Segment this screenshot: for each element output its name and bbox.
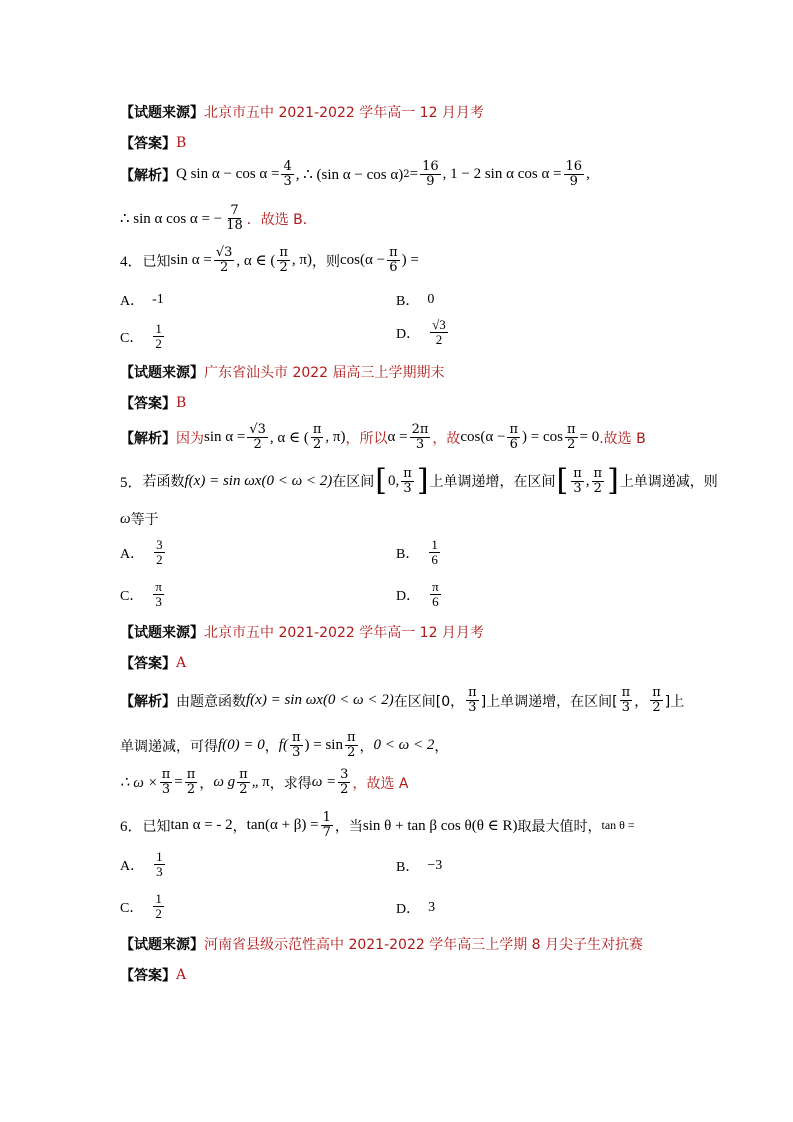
option-a: A． $\frac{3}{2}$: [120, 537, 163, 567]
analysis-text: ，: [434, 738, 449, 755]
math-text: tan(α + β) =: [246, 817, 319, 833]
fraction: $\frac{7}{18}$: [226, 203, 243, 233]
fraction: $\frac{16}{9}$: [422, 159, 439, 189]
answer-value: B: [176, 135, 187, 151]
analysis-text: ，: [264, 738, 279, 755]
math-text: ) =: [401, 252, 419, 268]
answer-value: A: [176, 967, 187, 983]
math-text: tan α = - 2: [170, 817, 233, 833]
fraction: $\frac{\pi}{2}$: [566, 422, 576, 452]
answer-label: 【答案】: [120, 396, 176, 412]
math-text: cos(α −: [340, 252, 386, 268]
fraction: $\frac{\pi}{3}$: [291, 730, 301, 760]
question-5-stem-2: [120, 509, 159, 529]
fraction: $\frac{\pi}{2}$: [593, 465, 603, 496]
stem-text: 在区间: [332, 474, 375, 490]
answer-value: A: [176, 655, 187, 671]
source-text: 北京市五中 2021-2022 学年高一 12 月月考: [204, 625, 484, 641]
math-text: =: [174, 774, 183, 790]
math-text: , α ∈ (: [236, 253, 276, 269]
analysis-text: ]上: [664, 693, 685, 710]
analysis-line: [120, 686, 684, 715]
analysis-label: 【解析】: [120, 693, 176, 710]
analysis-text: 单调递减，可得: [120, 738, 218, 755]
analysis-label: 【解析】: [120, 167, 176, 184]
fraction: $\frac{\pi}{3}$: [573, 465, 582, 496]
math-text: ) = sin: [304, 737, 343, 753]
question-number: 4．: [120, 254, 143, 270]
analysis-line-3: [120, 768, 408, 797]
option-d: D． 3: [396, 900, 436, 917]
math-text: = 0: [579, 429, 600, 445]
stem-text: 已知: [142, 253, 171, 270]
analysis-text: 由题意函数: [176, 693, 246, 710]
math-text: f(: [278, 737, 288, 753]
analysis-text: .故选 B: [599, 430, 646, 447]
math-text: sin θ + tan β cos θ(θ ∈ R): [362, 818, 518, 834]
bracket-icon: [: [375, 463, 388, 498]
fraction: $\frac{3}{2}$: [340, 767, 349, 797]
source-text: 北京市五中 2021-2022 学年高一 12 月月考: [204, 105, 484, 121]
option-c: C． $\frac{1}{2}$: [120, 891, 162, 921]
stem-text: ，则: [312, 253, 340, 270]
fraction: $\frac{\pi}{6}$: [389, 245, 398, 275]
option-c: C． $\frac{\pi}{3}$: [120, 579, 162, 609]
fraction: $\frac{\pi}{2}$: [346, 730, 356, 760]
source-label: 【试题来源】: [120, 105, 204, 121]
math-text: ω =: [311, 774, 337, 790]
answer-label: 【答案】: [120, 656, 176, 672]
answer-line: [120, 133, 186, 153]
analysis-text: ，: [359, 738, 374, 755]
stem-text: ，: [232, 818, 247, 835]
math-text: ∴ sin α cos α = −: [120, 211, 223, 227]
fraction: $\frac{16}{9}$: [565, 159, 583, 189]
math-text: ．故选 B．: [246, 211, 317, 228]
source-line: [120, 102, 484, 122]
analysis-label: 【解析】: [120, 430, 176, 447]
bracket-icon: ]: [607, 463, 619, 498]
option-b: B． $\frac{1}{6}$: [396, 537, 438, 567]
answer-line: [120, 653, 186, 673]
analysis-text: ，: [199, 775, 214, 792]
answer-line: [120, 393, 186, 413]
source-line: [120, 934, 643, 954]
fraction: $\frac{2\pi}{3}$: [411, 422, 429, 452]
math-text: , ∴ (sin α − cos α): [295, 167, 404, 183]
source-label: 【试题来源】: [120, 365, 204, 381]
question-number: 6．: [120, 819, 143, 835]
bracket-icon: [: [556, 463, 569, 498]
option-d: D． $\frac{√3}{2}$: [396, 317, 446, 347]
analysis-text: 因为: [176, 430, 204, 447]
answer-label: 【答案】: [120, 136, 176, 152]
exponent: 2: [403, 169, 410, 180]
fraction: $\frac{√3}{2}$: [215, 245, 233, 275]
analysis-line: [120, 160, 590, 189]
math-text: , π): [291, 252, 312, 268]
stem-text: ，当: [334, 818, 363, 835]
question-5-stem: 5． 若函数 f(x) = sin ωx(0 < ω < 2) 在区间 [ 0, $\frac{\pi}{3}$ ] 上单调递增，在区间 [ $\frac{\pi}{3}$ , $\frac{\pi}{2}$ ] 上单调递减，则: [120, 463, 718, 498]
fraction: $\frac{\pi}{3}$: [403, 465, 412, 496]
option-d: D． $\frac{\pi}{6}$: [396, 579, 439, 609]
analysis-line-2: [120, 204, 317, 233]
source-text: 广东省汕头市 2022 届高三上学期期末: [204, 365, 445, 381]
fraction: $\frac{\pi}{6}$: [509, 422, 518, 452]
analysis-line-2: [120, 731, 448, 760]
fraction: $\frac{\pi}{3}$: [468, 685, 477, 715]
analysis-text: ，故: [432, 430, 461, 447]
math-text: ω: [120, 510, 131, 527]
fraction: $\frac{\pi}{2}$: [279, 245, 288, 275]
stem-text: 若函数: [142, 474, 185, 490]
analysis-text: ，: [634, 693, 649, 710]
math-text: ) = cos: [522, 429, 563, 445]
option-a: A． $\frac{1}{3}$: [120, 849, 163, 879]
option-c: C． $\frac{1}{2}$: [120, 321, 162, 351]
source-line: [120, 362, 445, 382]
math-text: cos(α −: [460, 429, 506, 445]
bracket-icon: ]: [416, 463, 429, 498]
math-text: f(x) = sin ωx(0 < ω < 2): [246, 692, 394, 708]
analysis-text: ，所以: [345, 430, 388, 447]
analysis-text: ，求得: [269, 775, 312, 792]
stem-text: 等于: [130, 512, 159, 528]
math-text: 0 < ω < 2: [373, 737, 435, 753]
source-text: 河南省县级示范性高中 2021-2022 学年高三上学期 8 月尖子生对抗赛: [204, 937, 644, 953]
math-text: sin α =: [170, 252, 212, 268]
option-b: B． −3: [396, 858, 443, 875]
option-a: A． -1: [120, 292, 164, 309]
math-text: , 1 − 2 sin α cos α =: [442, 166, 562, 182]
math-text: ω g: [213, 774, 236, 790]
fraction: $\frac{\pi}{2}$: [239, 767, 248, 797]
math-text: ∴ ω ×: [120, 775, 158, 791]
source-label: 【试题来源】: [120, 937, 204, 953]
math-text: 0,: [388, 472, 400, 489]
fraction: $\frac{\pi}{2}$: [312, 422, 322, 452]
analysis-text: ，故选 A: [352, 775, 409, 792]
question-4-stem: [120, 246, 419, 275]
fraction: $\frac{\pi}{3}$: [621, 685, 631, 715]
math-text: α =: [387, 429, 408, 445]
question-number: 5．: [120, 474, 143, 491]
analysis-text: ]上单调递增，在区间[: [480, 693, 618, 710]
source-label: 【试题来源】: [120, 625, 204, 641]
source-line: [120, 622, 484, 642]
stem-text: 上单调递减，则: [619, 474, 718, 490]
stem-text: 取最大值时，: [517, 818, 602, 835]
math-text: „ π: [251, 774, 270, 790]
fraction: $\frac{√3}{2}$: [249, 422, 266, 452]
fraction: $\frac{4}{3}$: [283, 159, 292, 189]
math-text: , π): [325, 429, 346, 445]
answer-label: 【答案】: [120, 968, 176, 984]
math-text: Q sin α − cos α =: [176, 166, 280, 182]
fraction: $\frac{\pi}{3}$: [161, 767, 171, 797]
math-text: =: [409, 166, 419, 182]
fraction: $\frac{\pi}{2}$: [186, 767, 196, 797]
math-text: f(0) = 0: [218, 737, 265, 753]
stem-text: 已知: [142, 818, 171, 835]
math-text: tan θ =: [601, 818, 635, 832]
stem-text: 上单调递增，在区间: [429, 474, 556, 490]
math-text: ,: [586, 166, 590, 182]
math-text: f(x) = sin ωx(0 < ω < 2): [184, 472, 333, 489]
analysis-line: [120, 423, 646, 452]
option-b: B． 0: [396, 292, 435, 309]
fraction: $\frac{\pi}{2}$: [652, 685, 661, 715]
analysis-text: 在区间[0，: [393, 693, 465, 710]
answer-line: [120, 965, 186, 985]
fraction: $\frac{1}{7}$: [322, 810, 331, 840]
question-6-stem: [120, 811, 635, 840]
math-text: sin α =: [204, 429, 246, 445]
math-text: , α ∈ (: [269, 430, 309, 446]
answer-value: B: [176, 395, 187, 411]
